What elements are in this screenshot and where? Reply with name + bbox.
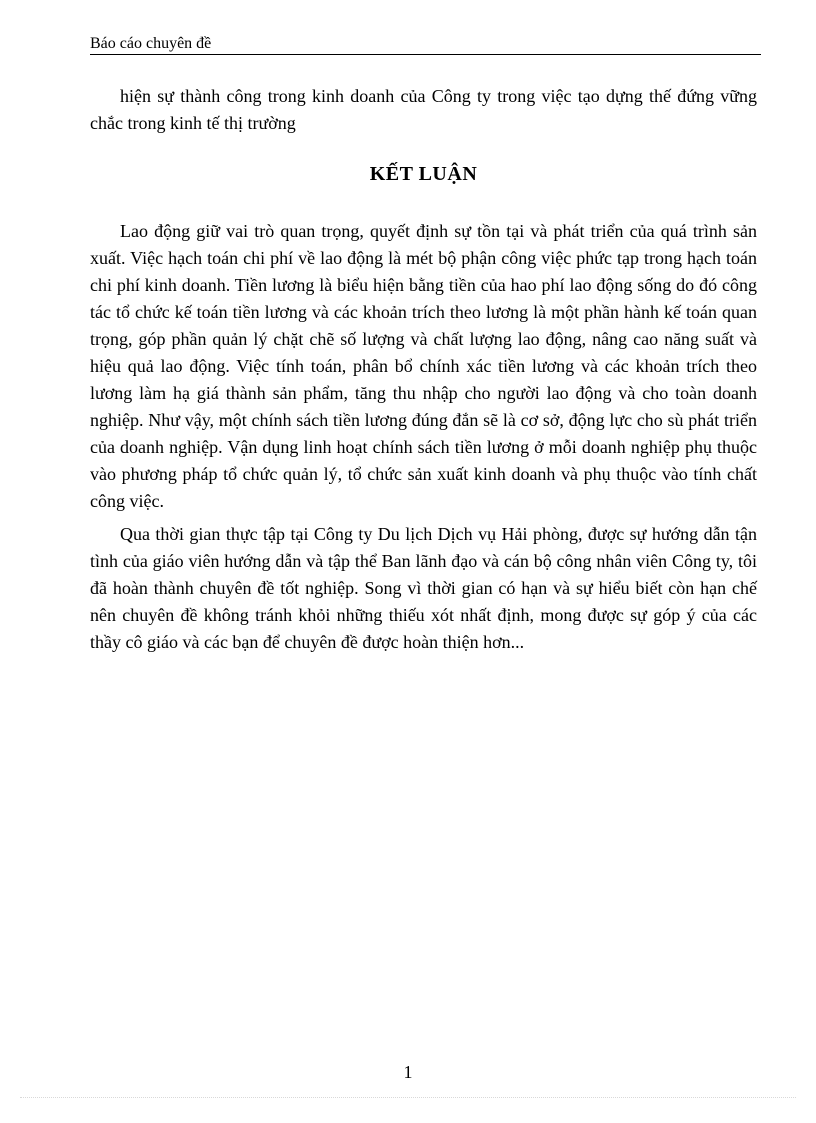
conclusion-paragraph-1: Lao động giữ vai trò quan trọng, quyết định sự tồn tại và phát triển của quá trình sản xuất. Việc hạch toán chi phí về lao động là mét bộ phận công việc phức tạp trong hạch toán chi phí kinh doanh. Tiền lương là biểu hiện bằng tiền của hao phí lao động sống do đó công tác tổ chức kế toán tiền lương và các khoản trích theo lương là một phần hành kế toán quan trọng, góp phần quản lý chặt chẽ số lượng và chất lượng lao động, nâng cao năng suất và hiệu quả lao động. Việc tính toán, phân bổ chính xác tiền lương và các khoản trích theo lương làm hạ giá thành sản phẩm, tăng thu nhập cho người lao động và cho toàn doanh nghiệp. Như vậy, một chính sách tiền lương đúng đắn sẽ là cơ sở, động lực cho sù phát triển của doanh nghiệp. Vận dụng linh hoạt chính sách tiền lương ở mỗi doanh nghiệp phụ thuộc vào phương pháp tổ chức quản lý, tổ chức sản xuất kinh doanh và phụ thuộc vào tính chất công việc. bbox=[90, 221, 757, 511]
page-header bbox=[90, 34, 761, 55]
section-title: KẾT LUẬN bbox=[369, 163, 478, 185]
intro-paragraph: hiện sự thành công trong kinh doanh của Công ty trong việc tạo dựng thế đứng vững chắc trong kinh tế thị trường bbox=[90, 86, 757, 133]
header-title: Báo cáo chuyên đề bbox=[90, 35, 212, 52]
footer-divider bbox=[20, 1097, 796, 1098]
page-number: 1 bbox=[403, 1062, 413, 1082]
document-body bbox=[90, 83, 757, 656]
conclusion-paragraph-2: Qua thời gian thực tập tại Công ty Du lịch Dịch vụ Hải phòng, được sự hướng dẫn tận tình của giáo viên hướng dẫn và tập thể Ban lãnh đạo và cán bộ công nhân viên Công ty, tôi đã hoàn thành chuyên đề tốt nghiệp. Song vì thời gian có hạn và sự hiểu biết còn hạn chế nên chuyên đề không tránh khỏi những thiếu xót nhất định, mong được sự góp ý của các thầy cô giáo và các bạn để chuyên đề được hoàn thiện hơn... bbox=[90, 524, 757, 652]
